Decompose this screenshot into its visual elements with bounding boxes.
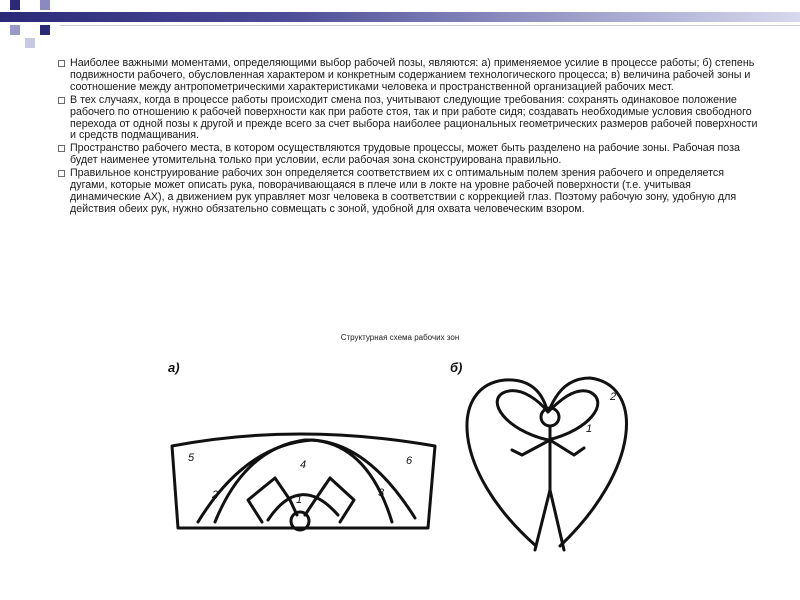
header-square-grid <box>0 0 60 50</box>
diagram-b-label: б) <box>450 360 463 375</box>
header-divider <box>60 25 800 26</box>
zone-label-a-2: 2 <box>212 489 219 501</box>
right-arc <box>215 440 415 522</box>
zone-label-a-1: 1 <box>296 494 303 506</box>
square-bullet-icon <box>58 97 65 104</box>
zone-label-a-6: 6 <box>406 455 413 467</box>
header-gradient-bar <box>0 12 800 22</box>
zone-label-a-3: 3 <box>378 487 385 499</box>
paragraph-text: Правильное конструирование рабочих зон определяется соответствием их с оптимальным полем зрения рабочего и определяется дугами, которые может описать рука, поворачивающаяся в плече или в локте на уровне рабочей поверхности (т.е. учитывая динамические АХ), а движением рук управляет мозг человека в соответствии с коррекцией глаз. Поэтому рабочую зону, удобную для действия обеих рук, нужно обязательно совмещать с зоной, удобной для охвата человеческим взором. <box>70 167 737 215</box>
paragraph-3 <box>70 143 760 167</box>
diagram-a-label: а) <box>168 360 180 375</box>
paragraph-1 <box>70 58 760 94</box>
figure-caption: Структурная схема рабочих зон <box>340 333 460 342</box>
diagram-b-shapes <box>467 378 626 550</box>
work-zones-diagram <box>150 350 650 560</box>
paragraph-text: Пространство рабочего места, в котором осуществляются трудовые процессы, может быть разделено на рабочие зоны. Рабочая поза будет наименее утомительна только при условии, если рабочая зона сконструирована правильно. <box>70 142 740 167</box>
paragraph-4 <box>70 168 760 216</box>
zone-label-a-5: 5 <box>188 452 195 464</box>
square-bullet-icon <box>58 60 65 67</box>
square-bullet-icon <box>58 145 65 152</box>
paragraph-text: Наиболее важными моментами, определяющими выбор рабочей позы, являются: а) применяемое усилие в процессе работы; б) степень подвижности рабочего, обусловленная характером и конкретным содержанием технологического процесса; в) величина рабочей зоны и соотношение между антропометрическими характеристиками человека и пространственной организацией рабочих мест. <box>70 57 755 93</box>
zone-label-b-1: 1 <box>586 423 593 435</box>
zone-label-a-4: 4 <box>300 459 307 471</box>
slide-text <box>70 58 760 217</box>
zone-label-b-2: 2 <box>610 391 617 403</box>
paragraph-2 <box>70 95 760 143</box>
square-bullet-icon <box>58 170 65 177</box>
outer-loop <box>467 378 626 546</box>
inner-loop <box>497 391 598 440</box>
center-arc <box>268 495 338 520</box>
paragraph-text: В тех случаях, когда в процессе работы происходит смена поз, учитывают следующие требования: сохранять одинаковое положение рабочего по отношению к рабочей поверхности как при работе стоя, так и при работе сидя; создавать необходимые условия свободного перехода от одной позы к другой и прежде всего за счет выбора наиболее рациональных геометрических размеров рабочей поверхности и средств подмащивания. <box>70 93 758 142</box>
